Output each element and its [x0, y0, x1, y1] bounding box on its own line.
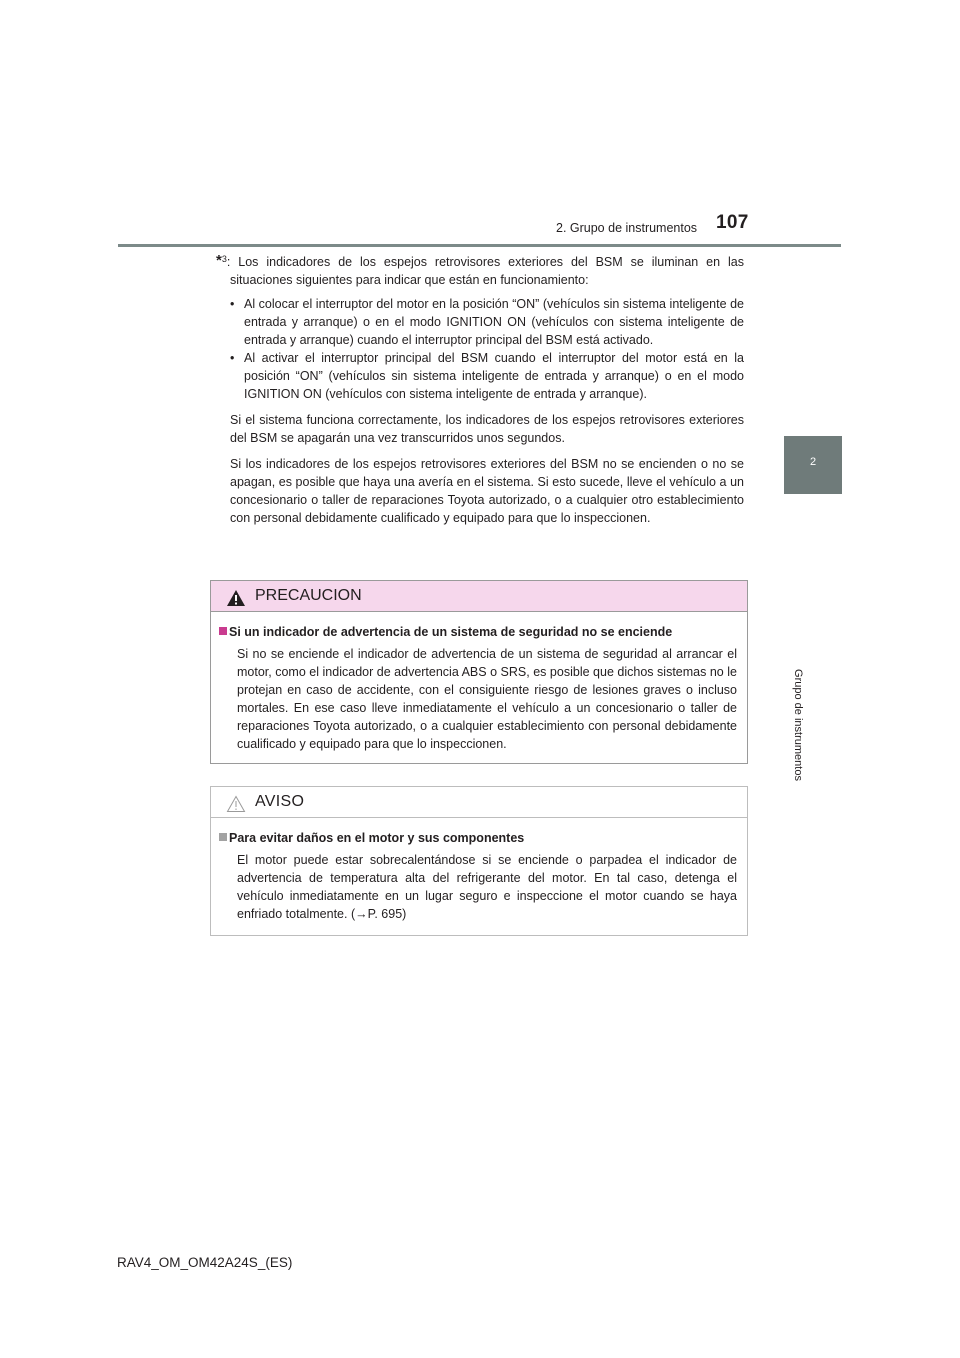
- warning-triangle-icon: [226, 589, 246, 607]
- footnote-intro-text: : Los indicadores de los espejos retrovisores exteriores del BSM se iluminan en las situaciones siguientes para indicar que están en funcionamiento:: [226, 255, 744, 287]
- footnote-marker: *: [216, 252, 222, 269]
- chapter-tab-number: 2: [784, 436, 842, 494]
- caution-text: Si no se enciende el indicador de advertencia de un sistema de seguridad al arrancar el motor, como el indicador de advertencia ABS o SRS, es posible que dichos sistemas no le protejan en caso de accidente, con el consiguiente riesgo de lesiones graves o incluso mortales. En ese caso lleve inmediatamente el vehículo a un concesionario o taller de reparaciones Toyota autorizado, o a cualquier establecimiento con personal debidamente cualificado y equipado para que lo inspeccionen.: [237, 647, 737, 751]
- section-title: 2. Grupo de instrumentos: [556, 221, 698, 235]
- chapter-side-title-text: Grupo de instrumentos: [792, 669, 804, 781]
- caution-title: PRECAUCION: [255, 587, 362, 604]
- caution-body: [211, 612, 747, 753]
- notice-text: El motor puede estar sobrecalentándose si se enciende o parpadea el indicador de advertencia de temperatura alta del refrigerante del motor. En tal caso, detenga el vehículo inmediatamente en un lugar seguro e inspeccione el motor cuando se haya enfriado totalmente. (→P. 695): [237, 853, 737, 921]
- caution-subheading: [219, 623, 737, 641]
- footnote: [216, 253, 744, 527]
- notice-subheading: [219, 829, 737, 847]
- footnote-bullet: • Al colocar el interruptor del motor en la posición “ON” (vehículos sin sistema inteligente de entrada y arranque) o en el modo IGNITION ON (vehículos con sistema inteligente de entrada y arranque) cuando el interruptor principal del BSM está activado.: [230, 295, 744, 349]
- caution-box: [210, 580, 748, 764]
- notice-box: [210, 786, 748, 936]
- square-bullet-icon: [219, 833, 227, 841]
- footnote-bullet: • Al activar el interruptor principal del BSM cuando el interruptor del motor está en la posición “ON” (vehículos sin sistema inteligente de entrada y arranque) o en el modo IGNITION ON (vehículos con sistema inteligente de entrada y arranque).: [230, 349, 744, 403]
- header-rule: [118, 244, 841, 247]
- footnote-intro: [216, 253, 744, 289]
- notice-header: [211, 787, 747, 818]
- footnote-paragraph: Si los indicadores de los espejos retrovisores exteriores del BSM no se encienden o no se apagan, es posible que haya una avería en el sistema. Si esto sucede, lleve el vehículo a un concesionario o taller de reparaciones Toyota autorizado, o a cualquier otro establecimiento con personal debidamente cualificado y equipado para que lo inspeccionen.: [230, 457, 744, 525]
- caution-header: [211, 581, 747, 612]
- footer-doc-code: RAV4_OM_OM42A24S_(ES): [117, 1255, 293, 1270]
- caution-subheading-text: Si un indicador de advertencia de un sistema de seguridad no se enciende: [229, 625, 673, 639]
- page-number: 107: [716, 212, 749, 233]
- chapter-side-title: [788, 650, 808, 800]
- notice-body: [211, 818, 747, 923]
- footnote-bullet-list: [230, 295, 744, 403]
- notice-title: AVISO: [255, 793, 305, 810]
- notice-subheading-text: Para evitar daños en el motor y sus componentes: [229, 831, 525, 845]
- footnote-number: 3: [221, 254, 227, 264]
- notice-triangle-icon: [226, 795, 246, 813]
- footnote-paragraph: Si el sistema funciona correctamente, los indicadores de los espejos retrovisores exteriores del BSM se apagarán una vez transcurridos unos segundos.: [230, 413, 744, 445]
- square-bullet-icon: [219, 627, 227, 635]
